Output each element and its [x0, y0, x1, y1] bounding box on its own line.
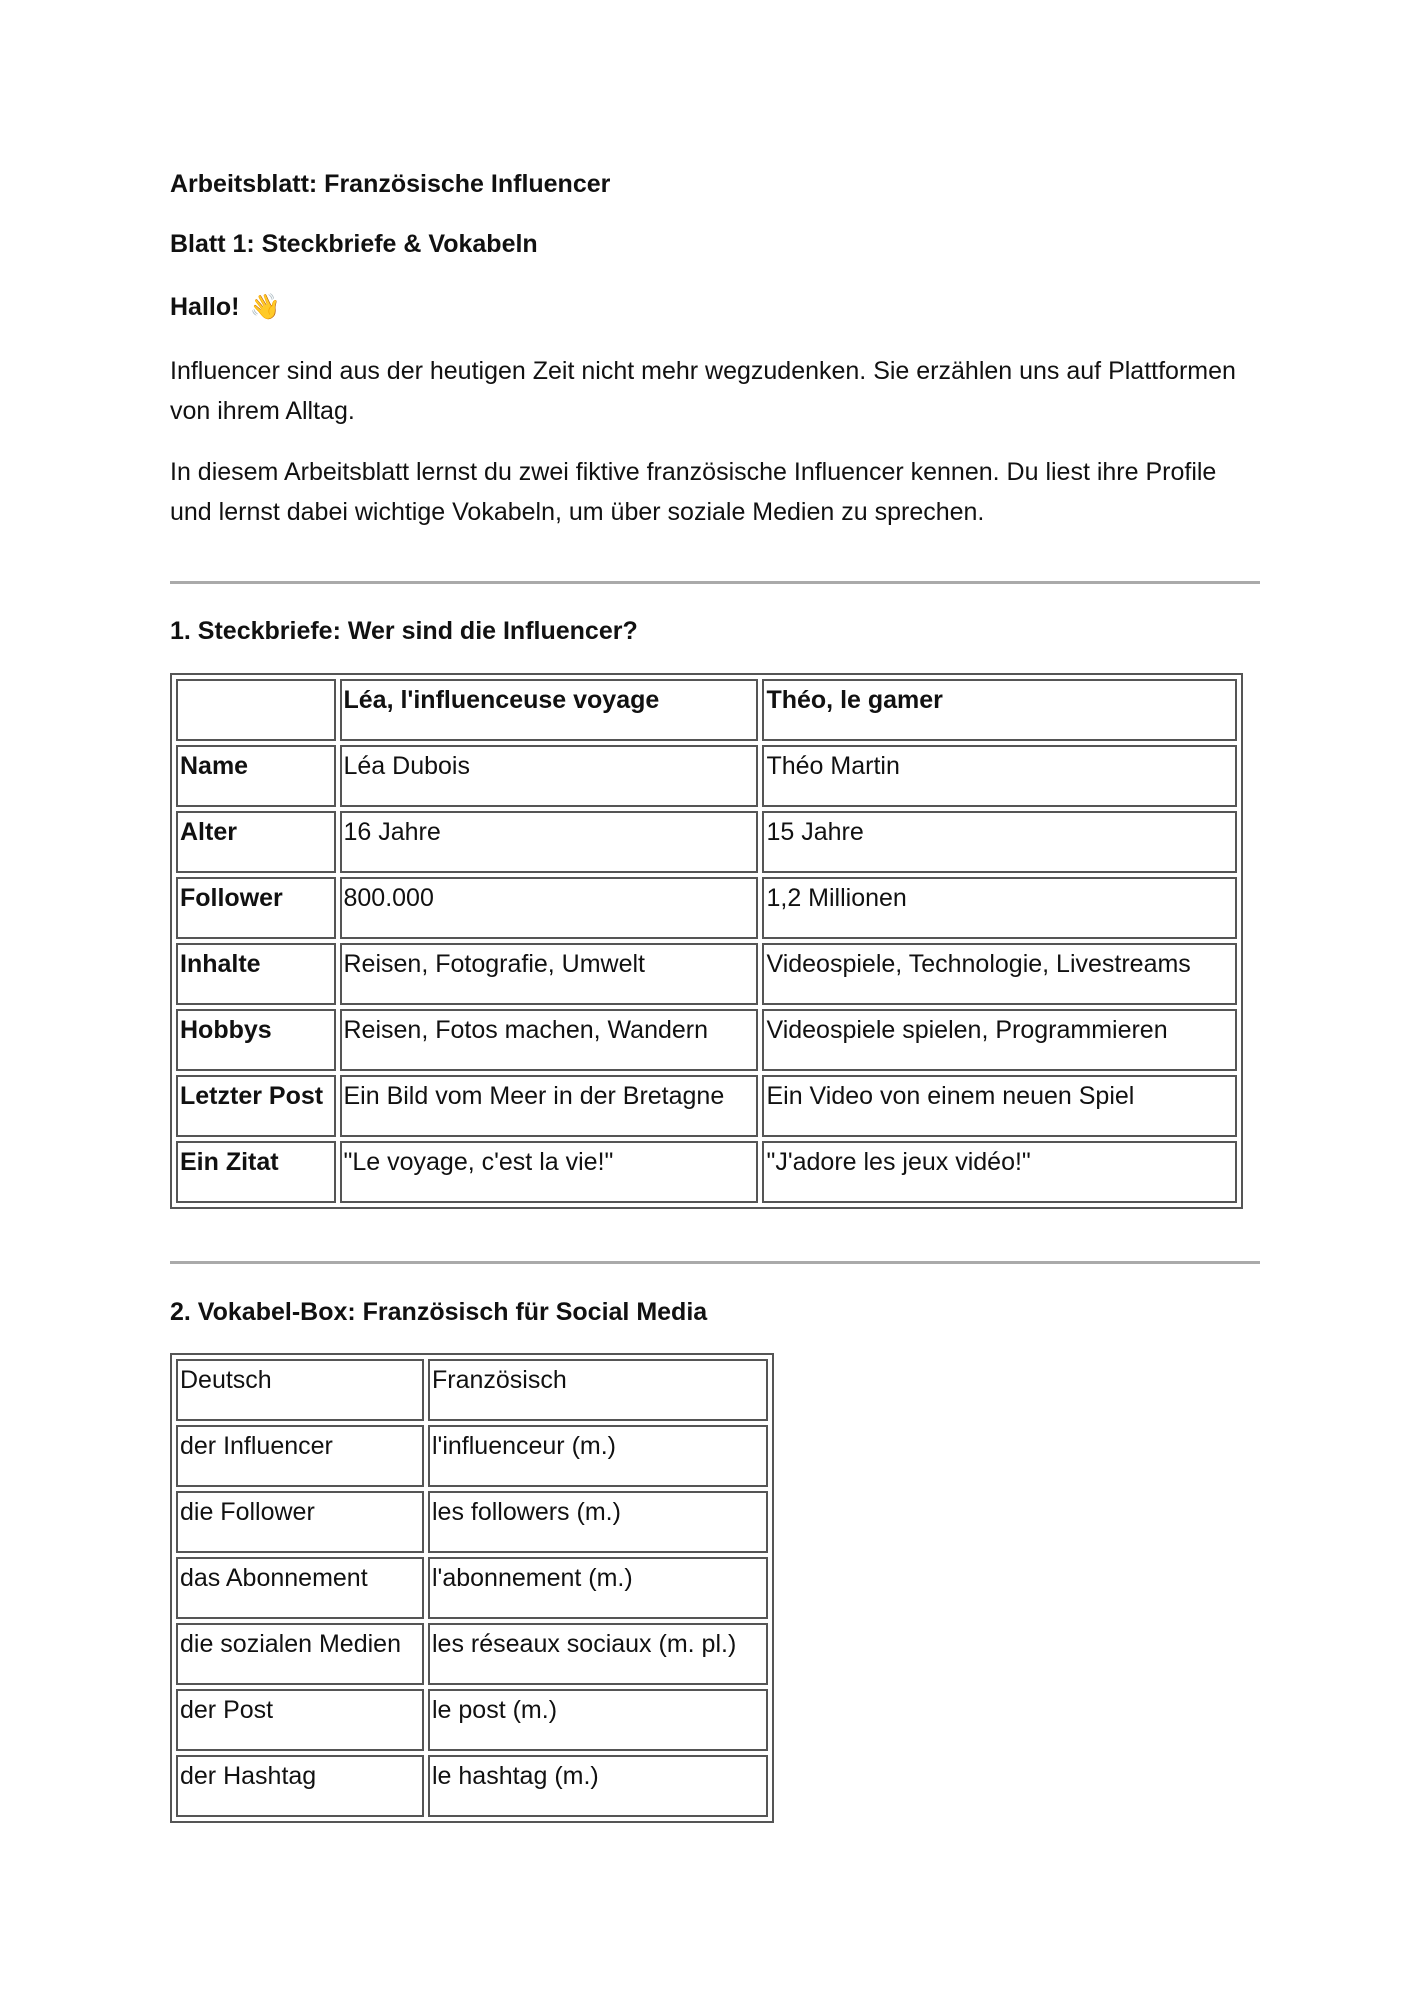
- page-subtitle: Blatt 1: Steckbriefe & Vokabeln: [170, 230, 538, 258]
- table-cell: Reisen, Fotos machen, Wandern: [340, 1009, 759, 1071]
- page-title: Arbeitsblatt: Französische Influencer: [170, 170, 611, 198]
- table-header-row: [176, 1359, 768, 1421]
- table-cell: 1,2 Millionen: [762, 877, 1237, 939]
- table-header-cell: Léa, l'influenceuse voyage: [340, 679, 759, 741]
- table-header-cell: Deutsch: [176, 1359, 424, 1421]
- table-cell: 800.000: [340, 877, 759, 939]
- table-row: [176, 1009, 1237, 1071]
- table-cell: der Post: [176, 1689, 424, 1751]
- intro-paragraph-1: Influencer sind aus der heutigen Zeit nicht mehr wegzudenken. Sie erzählen uns auf Plattformen von ihrem Alltag.: [170, 357, 1236, 425]
- section-divider: [170, 581, 1260, 584]
- table-cell: "J'adore les jeux vidéo!": [762, 1141, 1237, 1203]
- table-cell: 16 Jahre: [340, 811, 759, 873]
- greeting: [170, 292, 281, 322]
- table-cell: die sozialen Medien: [176, 1623, 424, 1685]
- table-cell: Videospiele spielen, Programmieren: [762, 1009, 1237, 1071]
- table-cell: l'influenceur (m.): [428, 1425, 768, 1487]
- table-cell: le hashtag (m.): [428, 1755, 768, 1817]
- table-cell: les réseaux sociaux (m. pl.): [428, 1623, 768, 1685]
- row-label-cell: Letzter Post: [176, 1075, 336, 1137]
- table-cell: les followers (m.): [428, 1491, 768, 1553]
- table-row: [176, 1425, 768, 1487]
- table-cell: Ein Video von einem neuen Spiel: [762, 1075, 1237, 1137]
- table-cell: die Follower: [176, 1491, 424, 1553]
- intro-paragraph-2: In diesem Arbeitsblatt lernst du zwei fiktive französische Influencer kennen. Du liest ihre Profile und lernst dabei wichtige Vokabeln, um über soziale Medien zu sprechen.: [170, 458, 1217, 526]
- table-cell: Théo Martin: [762, 745, 1237, 807]
- table-cell: le post (m.): [428, 1689, 768, 1751]
- table-row: [176, 1623, 768, 1685]
- table-row: [176, 1491, 768, 1553]
- row-label-cell: Hobbys: [176, 1009, 336, 1071]
- table-cell: Videospiele, Technologie, Livestreams: [762, 943, 1237, 1005]
- table-cell: der Hashtag: [176, 1755, 424, 1817]
- waving-hand-icon: 👋: [249, 292, 281, 321]
- table-row: [176, 1075, 1237, 1137]
- vocabulary-table: [170, 1353, 774, 1823]
- section-divider: [170, 1261, 1260, 1264]
- row-label-cell: Inhalte: [176, 943, 336, 1005]
- profiles-table: [170, 673, 1243, 1209]
- row-label-cell: Name: [176, 745, 336, 807]
- table-row: [176, 943, 1237, 1005]
- table-cell: l'abonnement (m.): [428, 1557, 768, 1619]
- table-row: [176, 1141, 1237, 1203]
- row-label-cell: Ein Zitat: [176, 1141, 336, 1203]
- table-row: [176, 1755, 768, 1817]
- table-cell: Léa Dubois: [340, 745, 759, 807]
- table-row: [176, 811, 1237, 873]
- row-label-cell: Alter: [176, 811, 336, 873]
- section-heading-vocabulary: 2. Vokabel-Box: Französisch für Social Media: [170, 1298, 708, 1326]
- table-header-row: [176, 679, 1237, 741]
- table-header-cell: Französisch: [428, 1359, 768, 1421]
- row-label-cell: Follower: [176, 877, 336, 939]
- table-row: [176, 745, 1237, 807]
- table-cell: der Influencer: [176, 1425, 424, 1487]
- table-cell: das Abonnement: [176, 1557, 424, 1619]
- section-heading-profiles: 1. Steckbriefe: Wer sind die Influencer?: [170, 617, 638, 645]
- table-row: [176, 1689, 768, 1751]
- table-row: [176, 877, 1237, 939]
- table-cell: 15 Jahre: [762, 811, 1237, 873]
- table-cell: Reisen, Fotografie, Umwelt: [340, 943, 759, 1005]
- table-header-cell: Théo, le gamer: [762, 679, 1237, 741]
- table-row: [176, 1557, 768, 1619]
- greeting-text: Hallo!: [170, 293, 240, 321]
- table-header-cell: [176, 679, 336, 741]
- table-cell: Ein Bild vom Meer in der Bretagne: [340, 1075, 759, 1137]
- table-cell: "Le voyage, c'est la vie!": [340, 1141, 759, 1203]
